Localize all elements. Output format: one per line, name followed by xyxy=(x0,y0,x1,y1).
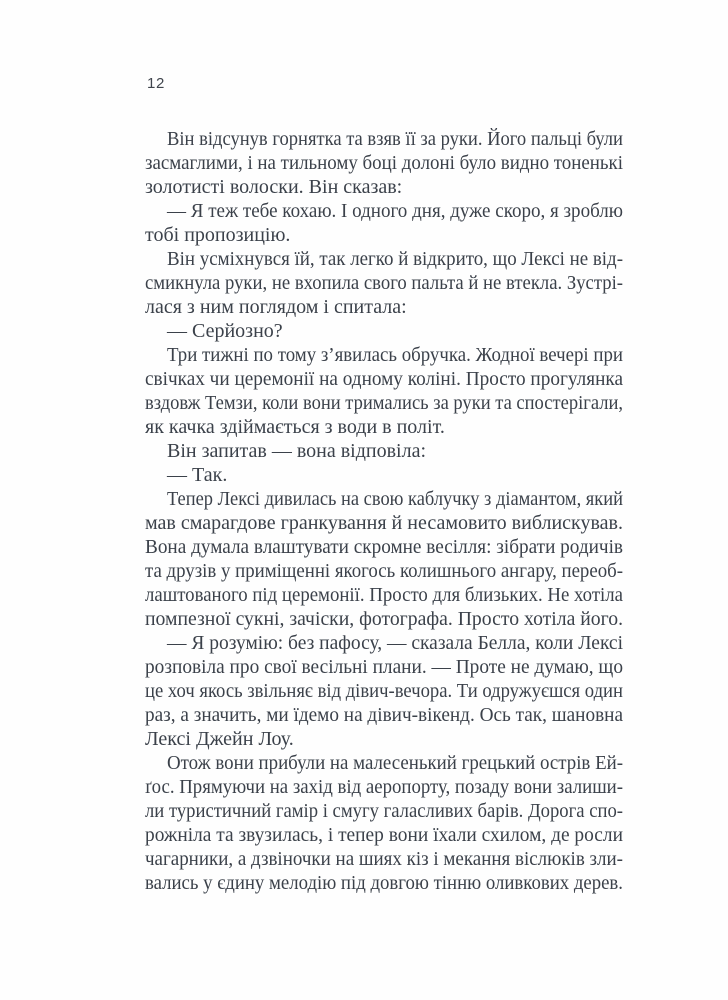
text-line: Він відсунув горнятка та взяв її за руки. Його пальці були xyxy=(167,128,623,150)
text-line: смикнула руки, не вхопила свого пальта й не втекла. Зустрі- xyxy=(145,272,623,294)
paragraph xyxy=(145,631,623,751)
paragraph xyxy=(145,463,623,487)
text-line: Три тижні по тому з’явилась обручка. Жодної вечері при xyxy=(167,344,623,366)
text-line: свічках чи церемонії на одному коліні. Просто прогулянка xyxy=(145,368,623,390)
text-line: розповіла про свої весільні плани. — Проте не думаю, що xyxy=(145,656,623,678)
text-line: Він запитав — вона відповіла: xyxy=(167,440,427,462)
text-line: лася з ним поглядом і спитала: xyxy=(145,296,407,318)
text-line: — Я теж тебе кохаю. І одного дня, дуже скоро, я зроблю xyxy=(167,200,623,222)
text-line: та друзів у приміщенні якогось колишнього ангару, переоб- xyxy=(145,560,623,582)
text-line: Лексі Джейн Лоу. xyxy=(145,728,294,750)
paragraph xyxy=(145,343,623,439)
text-line: Вона думала влаштувати скромне весілля: зібрати родичів xyxy=(145,536,623,558)
paragraph xyxy=(145,199,623,247)
text-line: вздовж Темзи, коли вони тримались за руки та спостерігали, xyxy=(145,392,623,414)
text-line: — Серйозно? xyxy=(167,320,283,342)
text-line: Він усміхнувся їй, так легко й відкрито, що Лексі не від- xyxy=(167,248,623,270)
text-line: засмаглими, і на тильному боці долоні було видно тоненькі xyxy=(145,152,623,174)
text-line: вались у єдину мелодію під довгою тінню оливкових дерев. xyxy=(145,872,623,894)
text-line: це хоч якось звільняє від дівич-вечора. Ти одружуєшся один xyxy=(145,680,623,702)
paragraph xyxy=(145,319,623,343)
text-line: рожніла та звузилась, і тепер вони їхали схилом, де росли xyxy=(145,824,623,846)
text-line: ґос. Прямуючи на захід від аеропорту, позаду вони залиши- xyxy=(145,776,623,798)
text-line: — Так. xyxy=(167,464,228,486)
paragraph xyxy=(145,439,623,463)
text-line: лаштованого під церемонії. Просто для близьких. Не хотіла xyxy=(145,584,623,606)
text-line: — Я розумію: без пафосу, — сказала Белла, коли Лексі xyxy=(167,632,623,654)
text-line: тобі пропозицію. xyxy=(145,224,291,246)
text-line: Тепер Лексі дивилась на свою каблучку з діамантом, який xyxy=(167,488,623,510)
page-number: 12 xyxy=(147,75,165,92)
paragraph xyxy=(145,487,623,631)
paragraph xyxy=(145,751,623,895)
text-line: ли туристичний гамір і смугу галасливих барів. Дорога спо- xyxy=(145,800,623,822)
paragraph xyxy=(145,127,623,199)
text-line: Отож вони прибули на малесенький грецький острів Ей- xyxy=(167,752,623,774)
text-line: раз, а значить, ми їдемо на дівич-вікенд. Ось так, шановна xyxy=(145,704,623,726)
paragraph xyxy=(145,247,623,319)
text-line: помпезної сукні, зачіски, фотографа. Просто хотіла його. xyxy=(145,608,623,630)
text-line: мав смарагдове гранкування й несамовито виблискував. xyxy=(145,512,623,534)
text-line: чагарники, а дзвіночки на шиях кіз і мекання віслюків зли- xyxy=(145,848,623,870)
page-body xyxy=(145,127,623,895)
text-line: як качка здіймається з води в політ. xyxy=(145,416,445,438)
text-line: золотисті волоски. Він сказав: xyxy=(145,176,403,198)
